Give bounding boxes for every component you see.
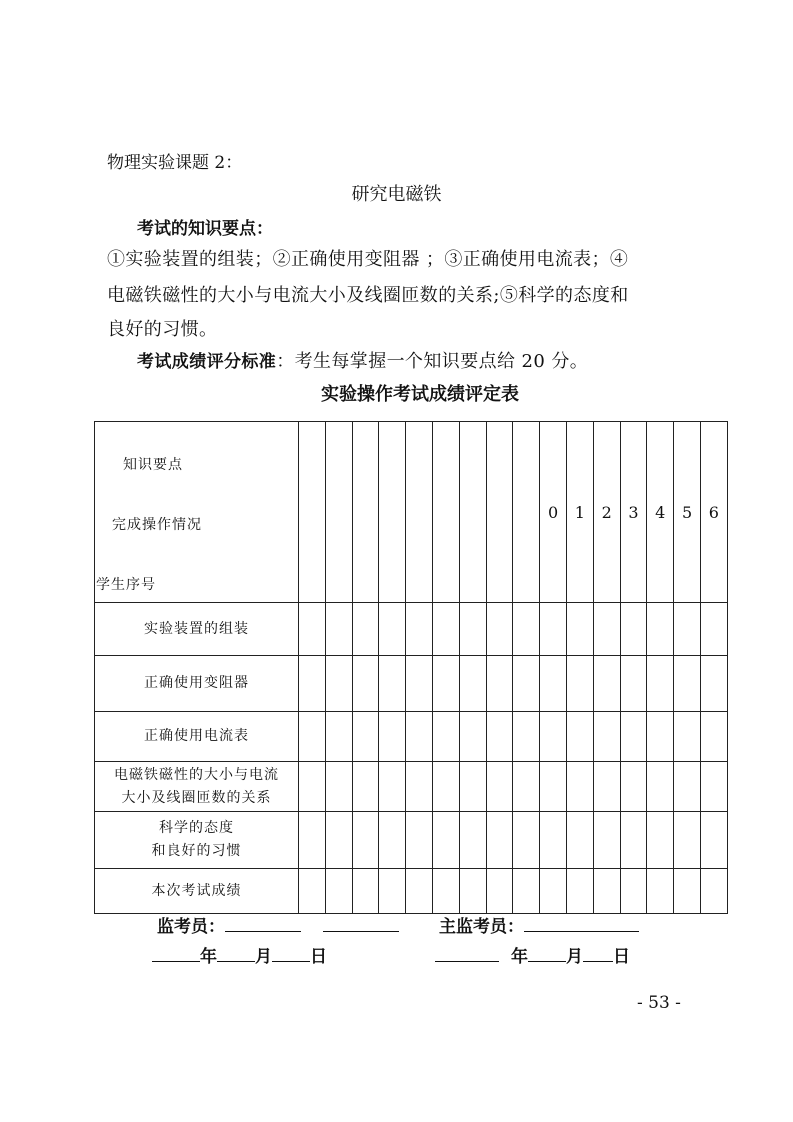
score-table <box>94 421 728 914</box>
year-blank-right[interactable] <box>435 945 499 962</box>
proctor-signature <box>157 912 399 937</box>
row-label-attitude-line-2: 和良好的习惯 <box>151 843 242 859</box>
table-cell <box>432 422 459 603</box>
table-cell <box>352 422 379 603</box>
knowledge-points-line-2: 电磁铁磁性的大小与电流大小及线圈匝数的关系;⑤科学的态度和 <box>107 285 629 306</box>
row-label-ammeter: 正确使用电流表 <box>95 712 299 762</box>
year-blank-left[interactable] <box>152 945 200 962</box>
date-right <box>435 942 630 967</box>
table-header-row <box>95 422 728 603</box>
month-blank-right[interactable] <box>528 945 566 962</box>
header-diagonal-cell <box>95 422 299 603</box>
proctor-blank-1[interactable] <box>225 915 301 932</box>
student-number-5: 5 <box>674 422 701 603</box>
header-knowledge-points: 知识要点 <box>123 457 183 473</box>
knowledge-points-heading: 考试的知识要点： <box>137 219 273 239</box>
day-blank-left[interactable] <box>272 945 310 962</box>
table-row <box>95 812 728 869</box>
page-number: - 53 - <box>637 993 681 1013</box>
table-title: 实验操作考试成绩评定表 <box>321 384 519 405</box>
table-cell <box>459 422 486 603</box>
year-label-right: 年 <box>511 947 528 967</box>
experiment-topic: 研究电磁铁 <box>351 184 442 205</box>
chief-proctor-label: 主监考员： <box>439 917 524 937</box>
row-label-total-score: 本次考试成绩 <box>95 869 299 914</box>
month-label-right: 月 <box>566 947 583 967</box>
table-cell <box>299 422 326 603</box>
row-label-magnetism-line-2: 大小及线圈匝数的关系 <box>121 789 272 806</box>
day-label-left: 日 <box>310 947 327 967</box>
month-blank-left[interactable] <box>217 945 255 962</box>
table-cell <box>325 422 352 603</box>
document-heading: 物理实验课题 2： <box>107 153 243 173</box>
month-label-left: 月 <box>255 947 272 967</box>
day-label-right: 日 <box>613 947 630 967</box>
proctor-label: 监考员： <box>157 917 225 937</box>
date-left <box>152 942 327 967</box>
table-row <box>95 712 728 762</box>
row-label-attitude <box>95 812 299 869</box>
table-cell <box>379 422 406 603</box>
student-number-2: 2 <box>593 422 620 603</box>
student-number-1: 1 <box>566 422 593 603</box>
year-label-left: 年 <box>200 947 217 967</box>
student-number-3: 3 <box>620 422 647 603</box>
table-row <box>95 762 728 812</box>
student-number-6: 6 <box>700 422 727 603</box>
chief-proctor-blank[interactable] <box>524 915 639 932</box>
student-number-4: 4 <box>647 422 674 603</box>
table-row <box>95 869 728 914</box>
row-label-assembly: 实验装置的组装 <box>95 603 299 656</box>
scoring-standard <box>137 347 588 373</box>
knowledge-points-line-3: 良好的习惯。 <box>107 319 218 340</box>
table-row <box>95 603 728 656</box>
row-label-magnetism <box>95 762 299 812</box>
table-cell <box>406 422 433 603</box>
chief-proctor-signature <box>439 912 639 937</box>
header-student-no: 学生序号 <box>96 577 156 593</box>
table-cell <box>513 422 540 603</box>
table-row <box>95 656 728 712</box>
row-label-rheostat: 正确使用变阻器 <box>95 656 299 712</box>
scoring-standard-text: ：考生每掌握一个知识要点给 20 分。 <box>276 351 589 372</box>
header-completion: 完成操作情况 <box>112 517 202 533</box>
knowledge-points-line-1: ①实验装置的组装；②正确使用变阻器 ；③正确使用电流表；④ <box>107 249 629 270</box>
student-number-0: 0 <box>540 422 567 603</box>
row-label-attitude-line-1: 科学的态度 <box>159 820 234 836</box>
proctor-blank-2[interactable] <box>323 915 399 932</box>
row-label-magnetism-line-1: 电磁铁磁性的大小与电流 <box>114 766 279 783</box>
scoring-standard-label: 考试成绩评分标准 <box>137 352 277 372</box>
day-blank-right[interactable] <box>583 945 613 962</box>
table-cell <box>486 422 513 603</box>
